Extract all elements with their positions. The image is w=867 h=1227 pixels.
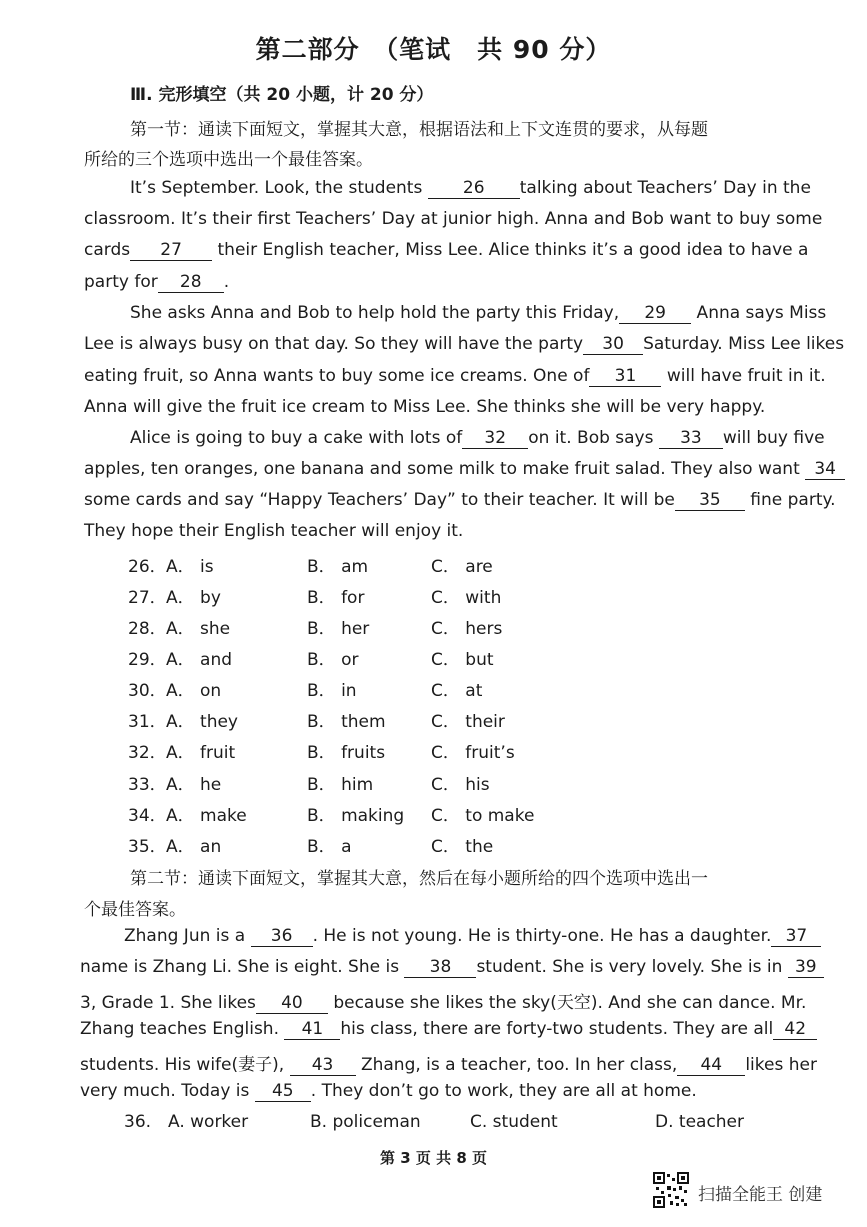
- passage-text: Saturday. Miss Lee likes: [643, 334, 845, 354]
- option-b[interactable]: B． for: [307, 588, 365, 608]
- blank-37: 37: [771, 926, 821, 947]
- option-a[interactable]: A． on: [166, 681, 222, 701]
- passage-text: on it. Bob says: [528, 428, 659, 448]
- passage-text: because she likes the sky(天空). And she can dance. Mr.: [327, 993, 807, 1013]
- question-number: 29．: [128, 650, 167, 670]
- passage-text: eating fruit, so Anna wants to buy some ice creams. One of: [84, 366, 590, 386]
- passage-text: will buy five: [722, 428, 825, 448]
- option-b[interactable]: B． in: [307, 681, 357, 701]
- blank-35: 35: [675, 490, 745, 511]
- question-number: 30．: [128, 681, 167, 701]
- passage-text: very much. Today is: [80, 1081, 255, 1101]
- passage-text: party for: [84, 272, 158, 292]
- passage-text: .: [223, 272, 230, 292]
- question-number: 31．: [128, 712, 167, 732]
- passage1-line: [84, 272, 229, 293]
- passage-text: cards: [84, 240, 131, 260]
- blank-26: 26: [428, 178, 520, 199]
- question-number: 28．: [128, 619, 167, 639]
- question-number: 32．: [128, 743, 167, 763]
- option-a[interactable]: A． fruit: [166, 743, 236, 763]
- passage-text: Anna says Miss: [691, 303, 827, 323]
- passage1-line: They hope their English teacher will enjoy it.: [84, 521, 464, 541]
- passage1-line: [130, 178, 811, 199]
- passage-text: their English teacher, Miss Lee. Alice thinks it’s a good idea to have a: [212, 240, 809, 260]
- option-c[interactable]: C． his: [431, 775, 490, 795]
- section-heading: Ⅲ. 完形填空（共 20 小题，计 20 分）: [130, 85, 434, 105]
- question-number: 36.: [124, 1112, 152, 1132]
- blank-28: 28: [158, 272, 224, 293]
- passage1-line: classroom. It’s their first Teachers’ Day at junior high. Anna and Bob want to buy some: [84, 209, 823, 229]
- option-b[interactable]: B． am: [307, 557, 369, 577]
- option-c[interactable]: C. student: [470, 1112, 558, 1132]
- option-b[interactable]: B． fruits: [307, 743, 386, 763]
- option-c[interactable]: C． at: [431, 681, 483, 701]
- passage1-line: [84, 366, 826, 387]
- question-number: 33．: [128, 775, 167, 795]
- passage-text: It’s September. Look, the students: [130, 178, 428, 198]
- option-a[interactable]: A. worker: [168, 1112, 249, 1132]
- part1-instructions-line2: 所给的三个选项中选出一个最佳答案。: [84, 150, 373, 170]
- passage-text: Zhang Jun is a: [124, 926, 251, 946]
- passage1-line: [84, 459, 845, 480]
- page-number: 第 3 页 共 8 页: [380, 1149, 487, 1167]
- option-b[interactable]: B． a: [307, 837, 352, 857]
- option-d[interactable]: D. teacher: [655, 1112, 745, 1132]
- passage2-line: [80, 988, 806, 1014]
- option-c[interactable]: C． with: [431, 588, 502, 608]
- question-number: 27．: [128, 588, 167, 608]
- option-b[interactable]: B． making: [307, 806, 405, 826]
- qr-code-icon: [653, 1172, 689, 1208]
- blank-45: 45: [255, 1081, 311, 1102]
- blank-27: 27: [130, 240, 212, 261]
- passage-text: name is Zhang Li. She is eight. She is: [80, 957, 405, 977]
- option-a[interactable]: A． is: [166, 557, 214, 577]
- passage-text: Zhang, is a teacher, too. In her class,: [355, 1055, 678, 1075]
- part1-instructions-line1: 第一节：通读下面短文，掌握其大意，根据语法和上下文连贯的要求，从每题: [130, 120, 708, 140]
- passage-text: Alice is going to buy a cake with lots of: [130, 428, 463, 448]
- option-a[interactable]: A． make: [166, 806, 247, 826]
- option-b[interactable]: B． her: [307, 619, 370, 639]
- passage-text: 3, Grade 1. She likes: [80, 993, 256, 1013]
- option-a[interactable]: A． they: [166, 712, 238, 732]
- blank-41: 41: [284, 1019, 340, 1040]
- option-c[interactable]: C． but: [431, 650, 494, 670]
- passage-text: will have fruit in it.: [661, 366, 826, 386]
- blank-43: 43: [290, 1055, 356, 1076]
- passage-text: . They don’t go to work, they are all at home.: [310, 1081, 697, 1101]
- passage1-line: [84, 334, 844, 355]
- option-c[interactable]: C． fruit’s: [431, 743, 515, 763]
- passage1-line: [130, 428, 825, 449]
- blank-30: 30: [583, 334, 643, 355]
- passage-text: some cards and say “Happy Teachers’ Day” to their teacher. It will be: [84, 490, 675, 510]
- passage2-line: [124, 926, 821, 947]
- option-b[interactable]: B． or: [307, 650, 359, 670]
- passage1-line: [84, 240, 808, 261]
- blank-29: 29: [619, 303, 691, 324]
- passage-text: She asks Anna and Bob to help hold the party this Friday,: [130, 303, 620, 323]
- option-c[interactable]: C． hers: [431, 619, 503, 639]
- question-number: 26．: [128, 557, 167, 577]
- option-c[interactable]: C． are: [431, 557, 493, 577]
- passage1-line: [130, 303, 826, 324]
- option-c[interactable]: C． their: [431, 712, 505, 732]
- blank-31: 31: [589, 366, 661, 387]
- option-a[interactable]: A． and: [166, 650, 233, 670]
- blank-33: 33: [659, 428, 723, 449]
- blank-32: 32: [462, 428, 528, 449]
- option-b[interactable]: B． him: [307, 775, 374, 795]
- part2-instructions-line2: 个最佳答案。: [84, 900, 186, 920]
- passage-text: Zhang teaches English.: [80, 1019, 285, 1039]
- page-title: 第二部分 （笔试 共 90 分）: [255, 35, 612, 64]
- passage-text: Lee is always busy on that day. So they will have the party: [84, 334, 584, 354]
- passage-text: his class, there are forty-two students. They are all: [340, 1019, 774, 1039]
- blank-44: 44: [677, 1055, 745, 1076]
- option-a[interactable]: A． an: [166, 837, 222, 857]
- blank-36: 36: [251, 926, 313, 947]
- blank-38: 38: [404, 957, 476, 978]
- passage2-line: [80, 957, 824, 978]
- blank-42: 42: [773, 1019, 817, 1040]
- question-number: 34．: [128, 806, 167, 826]
- passage-text: students. His wife(妻子),: [80, 1055, 290, 1075]
- passage-text: likes her: [745, 1055, 817, 1075]
- option-c[interactable]: C． the: [431, 837, 494, 857]
- passage-text: apples, ten oranges, one banana and some milk to make fruit salad. They also want: [84, 459, 806, 479]
- option-b[interactable]: B． them: [307, 712, 386, 732]
- scanner-watermark: 扫描全能王 创建: [698, 1185, 823, 1205]
- passage2-line: [80, 1050, 817, 1076]
- passage1-line: Anna will give the fruit ice cream to Miss Lee. She thinks she will be very happy.: [84, 397, 766, 417]
- passage2-line: [80, 1019, 817, 1040]
- part2-instructions-line1: 第二节：通读下面短文，掌握其大意，然后在每小题所给的四个选项中选出一: [130, 869, 708, 889]
- question-number: 35．: [128, 837, 167, 857]
- option-a[interactable]: A． by: [166, 588, 221, 608]
- option-b[interactable]: B. policeman: [310, 1112, 421, 1132]
- option-c[interactable]: C． to make: [431, 806, 535, 826]
- passage-text: talking about Teachers’ Day in the: [519, 178, 811, 198]
- blank-39: 39: [788, 957, 824, 978]
- passage-text: . He is not young. He is thirty-one. He has a daughter.: [312, 926, 772, 946]
- blank-34: 34: [805, 459, 845, 480]
- passage-text: student. She is very lovely. She is in: [476, 957, 788, 977]
- option-a[interactable]: A． she: [166, 619, 231, 639]
- option-a[interactable]: A． he: [166, 775, 222, 795]
- passage2-line: [80, 1081, 697, 1102]
- passage1-line: [84, 490, 836, 511]
- blank-40: 40: [256, 993, 328, 1014]
- passage-text: fine party.: [744, 490, 836, 510]
